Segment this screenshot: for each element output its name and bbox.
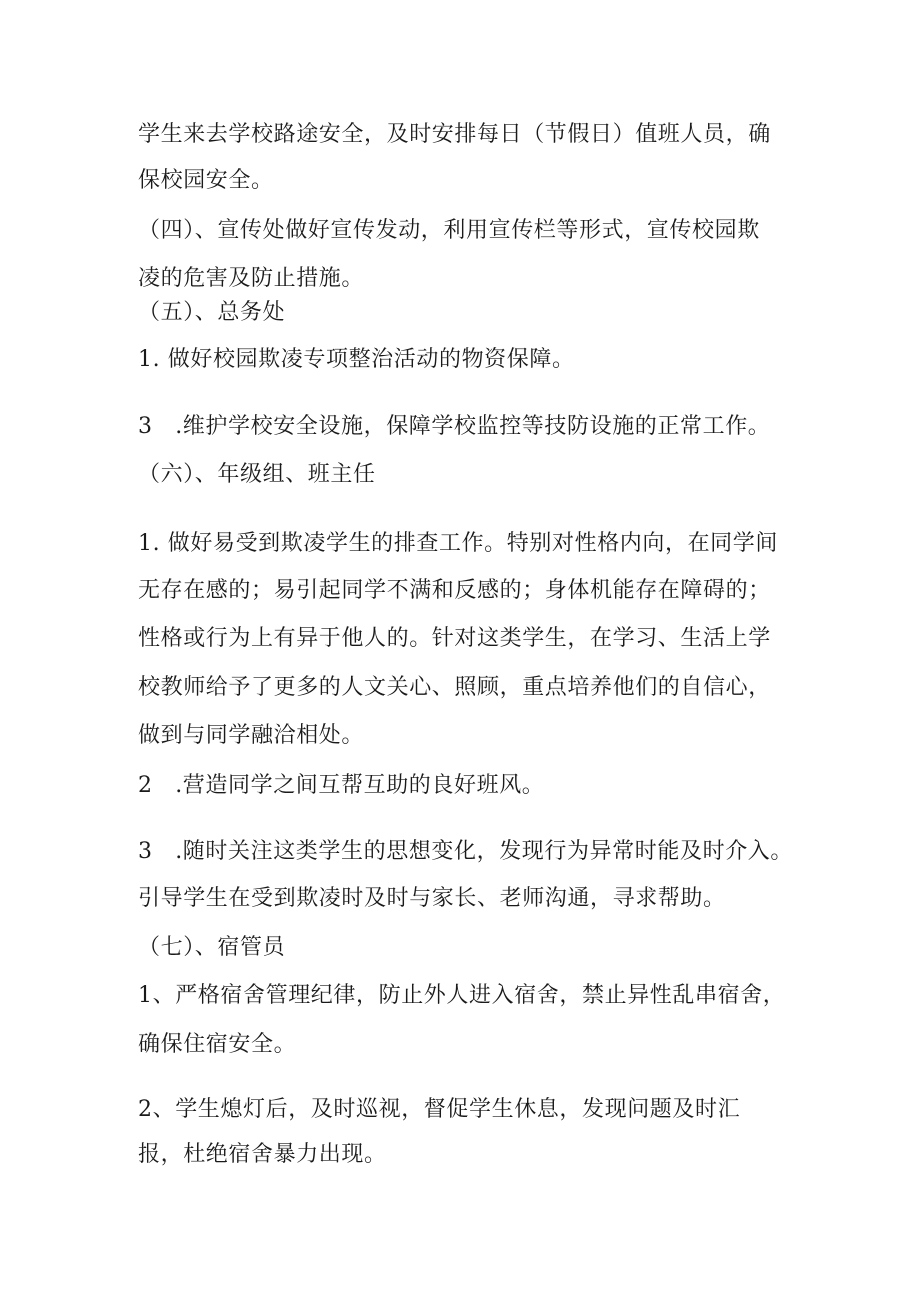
section-heading-4: （四）、宣传处做好宣传发动，利用宣传栏等形式，宣传校园欺 xyxy=(138,218,760,243)
list-item: 1、严格宿舍管理纪律，防止外人进入宿舍，禁止异性乱串宿舍， xyxy=(138,983,786,1008)
text-line: 学生来去学校路途安全，及时安排每日（节假日）值班人员，确 xyxy=(138,122,771,147)
list-item: 2、学生熄灯后，及时巡视，督促学生休息，发现问题及时汇 xyxy=(138,1097,741,1122)
text-line: 确保住宿安全。 xyxy=(138,1032,297,1057)
text-line: 报，杜绝宿舍暴力出现。 xyxy=(138,1142,387,1167)
list-item: 1. 做好易受到欺凌学生的排查工作。特别对性格内向，在同学间 xyxy=(138,531,778,556)
text-line: 凌的危害及防止措施。 xyxy=(138,266,365,291)
section-heading-7: （七）、宿管员 xyxy=(138,935,286,960)
section-heading-5: （五）、总务处 xyxy=(138,300,286,325)
list-item: 2 .营造同学之间互帮互助的良好班风。 xyxy=(138,773,545,798)
text-line: 无存在感的；易引起同学不满和反感的；身体机能存在障碍的； xyxy=(138,578,771,603)
text-line: 保校园安全。 xyxy=(138,168,274,193)
list-item: 3 .随时关注这类学生的思想变化，发现行为异常时能及时介入。 xyxy=(138,839,793,864)
list-item: 1. 做好校园欺凌专项整治活动的物资保障。 xyxy=(138,347,575,372)
text-line: 引导学生在受到欺凌时及时与家长、老师沟通，寻求帮助。 xyxy=(138,886,726,911)
text-line: 校教师给予了更多的人文关心、照顾，重点培养他们的自信心， xyxy=(138,675,771,700)
list-item: 3 .维护学校安全设施，保障学校监控等技防设施的正常工作。 xyxy=(138,414,771,439)
text-line: 做到与同学融洽相处。 xyxy=(138,723,365,748)
section-heading-6: （六）、年级组、班主任 xyxy=(138,462,376,487)
text-line: 性格或行为上有异于他人的。针对这类学生，在学习、生活上学 xyxy=(138,626,771,651)
